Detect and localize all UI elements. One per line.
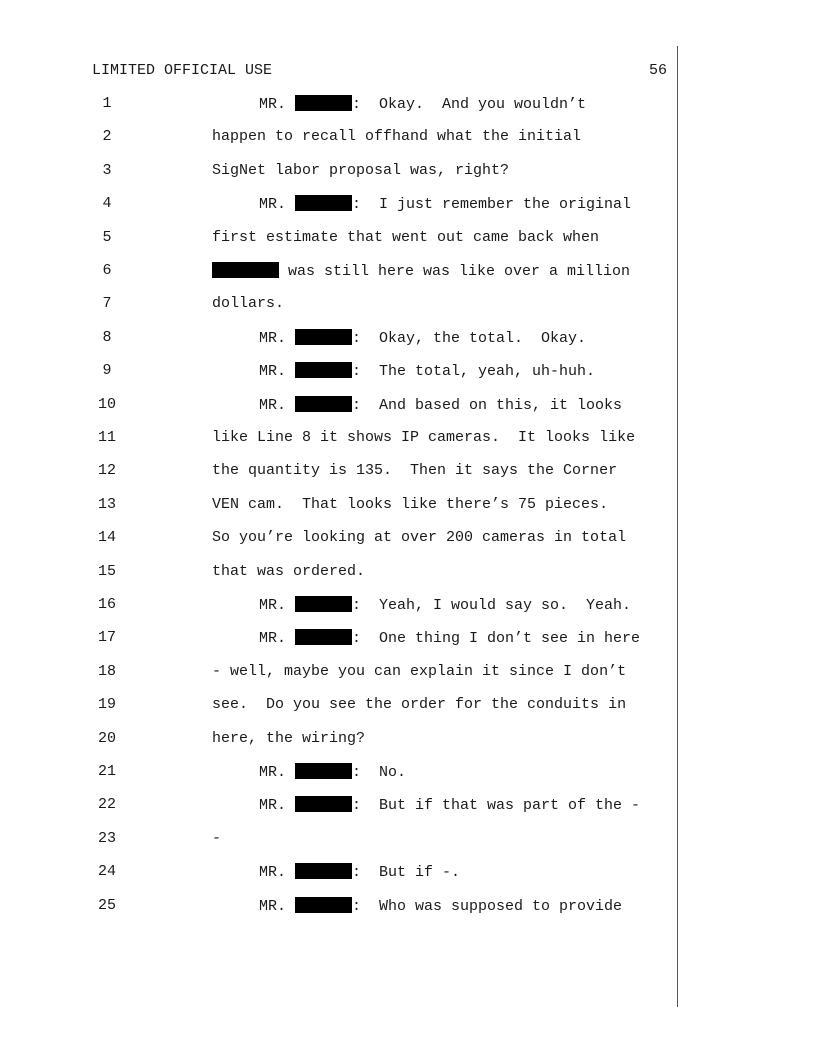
line-text-start: VEN cam. That looks like there’s 75 pieces.	[212, 496, 609, 513]
line-number: 8	[102, 329, 112, 346]
line-number: 18	[97, 663, 116, 680]
transcript-line	[0, 195, 816, 215]
line-text	[259, 629, 640, 647]
line-text-start: MR.	[259, 196, 296, 213]
line-text	[212, 496, 608, 513]
line-number: 1	[102, 95, 112, 112]
line-text-start: MR.	[259, 864, 296, 881]
transcript-line	[0, 128, 816, 148]
line-text	[259, 362, 595, 380]
line-text-start: -	[212, 830, 222, 847]
page-number: 56	[649, 62, 668, 79]
redaction-box	[295, 796, 352, 812]
transcript-line	[0, 529, 816, 549]
transcript-line	[0, 563, 816, 583]
line-text	[212, 462, 617, 479]
line-number: 10	[97, 396, 116, 413]
line-number: 2	[102, 128, 112, 145]
line-number: 17	[97, 629, 116, 646]
line-number: 15	[97, 563, 116, 580]
redaction-box	[295, 763, 352, 779]
line-text-start: that was ordered.	[212, 563, 366, 580]
redaction-box	[295, 629, 352, 645]
line-text	[212, 128, 581, 145]
line-text	[212, 229, 599, 246]
line-text	[212, 295, 284, 312]
line-number: 21	[97, 763, 116, 780]
line-text	[259, 95, 586, 113]
transcript-line	[0, 162, 816, 182]
transcript-line	[0, 429, 816, 449]
line-number: 6	[102, 262, 112, 279]
line-number: 23	[97, 830, 116, 847]
line-number: 22	[97, 796, 116, 813]
line-text	[259, 396, 622, 414]
line-text-start: MR.	[259, 363, 296, 380]
redaction-box	[295, 95, 352, 111]
line-text-start: So you’re looking at over 200 cameras in total	[212, 529, 627, 546]
line-text-start: MR.	[259, 597, 296, 614]
redaction-box	[295, 897, 352, 913]
redaction-box	[295, 596, 352, 612]
redaction-box	[295, 195, 352, 211]
transcript-line	[0, 796, 816, 816]
transcript-line	[0, 629, 816, 649]
line-text	[212, 830, 221, 847]
line-text-start: dollars.	[212, 295, 285, 312]
redaction-box	[295, 329, 352, 345]
line-text	[212, 162, 509, 179]
transcript-line	[0, 362, 816, 382]
line-text	[259, 863, 460, 881]
line-text-start: - well, maybe you can explain it since I don’t	[212, 663, 627, 680]
line-text-end: : Okay, the total. Okay.	[352, 330, 587, 347]
transcript-line	[0, 396, 816, 416]
line-text-start: MR.	[259, 764, 296, 781]
line-text	[212, 696, 626, 713]
line-number: 5	[102, 229, 112, 246]
line-text-end: : I just remember the original	[352, 196, 632, 213]
redaction-box	[295, 362, 352, 378]
line-number: 25	[97, 897, 116, 914]
line-text-end: : Yeah, I would say so. Yeah.	[352, 597, 632, 614]
line-text-start: MR.	[259, 96, 296, 113]
line-text-start: SigNet labor proposal was, right?	[212, 162, 510, 179]
line-number: 24	[97, 863, 116, 880]
line-number: 12	[97, 462, 116, 479]
line-text	[259, 897, 622, 915]
line-text	[212, 663, 626, 680]
line-text-start: the quantity is 135. Then it says the Corner	[212, 462, 618, 479]
line-text-end: was still here was like over a million	[279, 263, 631, 280]
transcript-line	[0, 95, 816, 115]
line-number: 9	[102, 362, 112, 379]
line-text-start: first estimate that went out came back when	[212, 229, 600, 246]
transcript-line	[0, 897, 816, 917]
line-number: 3	[102, 162, 112, 179]
line-text-start: MR.	[259, 630, 296, 647]
line-text-end: : Okay. And you wouldn’t	[352, 96, 587, 113]
line-number: 20	[97, 730, 116, 747]
line-text-end: : No.	[352, 764, 407, 781]
line-text-end: : But if -.	[352, 864, 461, 881]
transcript-line	[0, 329, 816, 349]
line-text	[212, 730, 365, 747]
transcript-line	[0, 295, 816, 315]
transcript-line	[0, 830, 816, 850]
line-text-end: : One thing I don’t see in here	[352, 630, 641, 647]
line-text-start: here, the wiring?	[212, 730, 366, 747]
line-number: 4	[102, 195, 112, 212]
line-text	[212, 563, 365, 580]
transcript-line	[0, 462, 816, 482]
line-number: 16	[97, 596, 116, 613]
line-text-end: : The total, yeah, uh-huh.	[352, 363, 596, 380]
line-text-start: MR.	[259, 797, 296, 814]
line-text	[212, 262, 630, 280]
line-text	[259, 195, 631, 213]
line-text-end: : Who was supposed to provide	[352, 898, 623, 915]
line-text	[259, 796, 640, 814]
line-text	[212, 429, 635, 446]
transcript-line	[0, 663, 816, 683]
redaction-box	[212, 262, 279, 278]
line-number: 11	[97, 429, 116, 446]
redaction-box	[295, 396, 352, 412]
line-text-start: MR.	[259, 898, 296, 915]
line-number: 13	[97, 496, 116, 513]
line-text-end: : But if that was part of the -	[352, 797, 641, 814]
transcript-line	[0, 496, 816, 516]
transcript-line	[0, 262, 816, 282]
transcript-line	[0, 229, 816, 249]
line-text	[259, 329, 586, 347]
line-text-start: see. Do you see the order for the conduits in	[212, 696, 627, 713]
transcript-line	[0, 763, 816, 783]
line-number: 19	[97, 696, 116, 713]
line-text-start: like Line 8 it shows IP cameras. It looks like	[212, 429, 636, 446]
line-text-start: happen to recall offhand what the initial	[212, 128, 582, 145]
line-number: 14	[97, 529, 116, 546]
transcript-line	[0, 863, 816, 883]
line-number: 7	[102, 295, 112, 312]
transcript-line	[0, 596, 816, 616]
transcript-line	[0, 730, 816, 750]
line-text	[259, 596, 631, 614]
redaction-box	[295, 863, 352, 879]
security-marking: LIMITED OFFICIAL USE	[92, 62, 273, 79]
line-text-end: : And based on this, it looks	[352, 397, 623, 414]
line-text-start: MR.	[259, 397, 296, 414]
line-text	[212, 529, 626, 546]
line-text-start: MR.	[259, 330, 296, 347]
line-text	[259, 763, 406, 781]
transcript-line	[0, 696, 816, 716]
